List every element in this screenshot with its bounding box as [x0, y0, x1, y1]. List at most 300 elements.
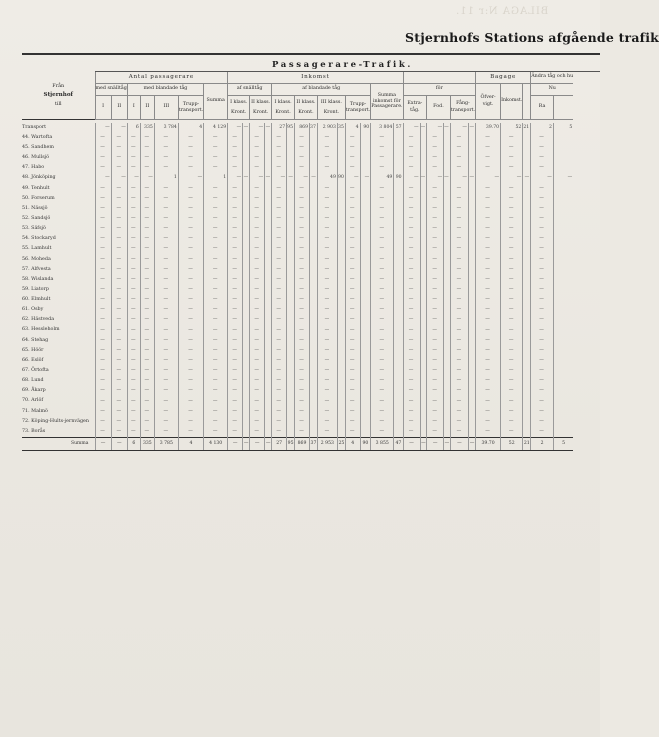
- ledger-cell: —: [317, 275, 337, 285]
- ledger-cell: —: [501, 326, 523, 336]
- ledger-cell: —: [140, 377, 154, 387]
- ledger-cell: —: [371, 285, 394, 295]
- ledger-cell: [468, 397, 475, 407]
- ledger-cell: [553, 417, 573, 427]
- ledger-cell: [310, 224, 318, 234]
- ledger-cell: —: [178, 346, 203, 356]
- ledger-cell: [468, 326, 475, 336]
- ledger-cell: [337, 133, 345, 143]
- ledger-cell: —: [127, 164, 140, 174]
- ledger-cell: —: [140, 306, 154, 316]
- ledger-cell: —: [295, 377, 310, 387]
- ledger-cell: —: [476, 245, 501, 255]
- ledger-cell: —: [140, 235, 154, 245]
- ledger-cell: —: [345, 326, 360, 336]
- ledger-cell: —: [501, 275, 523, 285]
- ledger-cell: [243, 356, 250, 366]
- ledger-cell: —: [531, 275, 554, 285]
- ledger-cell: —: [178, 336, 203, 346]
- ledger-cell: 4 129: [204, 123, 228, 133]
- ledger-cell: —: [427, 235, 444, 245]
- ledger-cell: —: [95, 387, 111, 397]
- station-row: [22, 387, 573, 397]
- ledger-cell: —: [228, 174, 243, 184]
- ledger-cell: —: [476, 417, 501, 427]
- station-row: [22, 336, 573, 346]
- ledger-cell: —: [272, 143, 287, 153]
- ledger-cell: [337, 204, 345, 214]
- ledger-cell: —: [476, 285, 501, 295]
- ledger-cell: —: [154, 295, 178, 305]
- ledger-cell: —: [127, 336, 140, 346]
- ledger-cell: —: [250, 224, 265, 234]
- ledger-cell: —: [111, 285, 127, 295]
- ledger-cell: —: [403, 377, 420, 387]
- ledger-cell: —: [427, 123, 444, 133]
- ledger-cell: —: [427, 326, 444, 336]
- ledger-cell: —: [154, 255, 178, 265]
- ledger-cell: [287, 427, 295, 438]
- ledger-cell: —: [204, 153, 228, 163]
- station-row: [22, 356, 573, 366]
- ofvervigt-header: [476, 84, 501, 120]
- ledger-cell: [310, 184, 318, 194]
- ledger-cell: [287, 153, 295, 163]
- ledger-cell: [394, 427, 403, 438]
- ledger-cell: —: [140, 427, 154, 438]
- station-row: [22, 366, 573, 376]
- ledger-cell: [310, 306, 318, 316]
- ledger-cell: —: [243, 123, 250, 133]
- ledger-cell: [287, 387, 295, 397]
- station-name: 54. Stockaryd: [22, 236, 56, 242]
- ledger-cell: [360, 336, 371, 346]
- ledger-cell: —: [403, 235, 420, 245]
- ledger-cell: —: [127, 356, 140, 366]
- ledger-cell: [337, 336, 345, 346]
- ink-snall-i-header: [228, 96, 250, 120]
- ledger-cell: [468, 346, 475, 356]
- ledger-cell: [420, 427, 427, 438]
- ledger-cell: 90: [360, 438, 371, 451]
- ledger-cell: —: [317, 366, 337, 376]
- ledger-cell: [287, 295, 295, 305]
- ledger-cell: [420, 164, 427, 174]
- ledger-cell: —: [476, 336, 501, 346]
- ledger-cell: [523, 366, 531, 376]
- ledger-cell: —: [228, 336, 243, 346]
- ledger-cell: —: [371, 184, 394, 194]
- ledger-cell: —: [450, 438, 468, 451]
- ledger-cell: —: [127, 346, 140, 356]
- ledger-cell: —: [111, 255, 127, 265]
- ledger-cell: —: [476, 184, 501, 194]
- ledger-cell: —: [295, 316, 310, 326]
- station-name: 66. Eslöf: [22, 357, 44, 363]
- ledger-cell: —: [501, 356, 523, 366]
- ledger-cell: —: [178, 245, 203, 255]
- class-label: II klass.: [251, 100, 271, 106]
- ledger-cell: [337, 164, 345, 174]
- ledger-cell: —: [345, 366, 360, 376]
- ledger-cell: —: [272, 316, 287, 326]
- ledger-cell: —: [178, 174, 203, 184]
- ledger-cell: —: [111, 164, 127, 174]
- ledger-cell: [360, 204, 371, 214]
- ledger-cell: [553, 387, 573, 397]
- ledger-cell: —: [345, 417, 360, 427]
- ledger-cell: —: [450, 366, 468, 376]
- ledger-cell: —: [403, 204, 420, 214]
- ledger-cell: [287, 275, 295, 285]
- ledger-cell: [444, 184, 451, 194]
- ledger-cell: —: [127, 255, 140, 265]
- ledger-cell: —: [295, 306, 310, 316]
- ledger-cell: [420, 397, 427, 407]
- ledger-cell: —: [228, 133, 243, 143]
- ledger-cell: 4: [178, 123, 203, 133]
- ledger-cell: [287, 417, 295, 427]
- ledger-cell: —: [317, 306, 337, 316]
- ledger-cell: —: [178, 295, 203, 305]
- ledger-cell: —: [427, 427, 444, 438]
- ledger-cell: [523, 417, 531, 427]
- ledger-cell: —: [476, 295, 501, 305]
- ledger-cell: —: [140, 265, 154, 275]
- ledger-cell: 4: [178, 438, 203, 451]
- ledger-cell: —: [345, 316, 360, 326]
- ledger-cell: —: [154, 164, 178, 174]
- ledger-cell: [310, 377, 318, 387]
- ledger-cell: —: [204, 417, 228, 427]
- ledger-cell: —: [154, 133, 178, 143]
- ledger-cell: —: [403, 336, 420, 346]
- station-name: 51. Nässjö: [22, 205, 48, 211]
- ledger-cell: —: [95, 438, 111, 451]
- ledger-cell: —: [403, 153, 420, 163]
- ledger-cell: —: [317, 153, 337, 163]
- ledger-cell: —: [403, 316, 420, 326]
- andra-ra-header: Ra: [531, 96, 554, 120]
- kront-label: Kront.: [253, 109, 269, 115]
- ledger-cell: —: [140, 316, 154, 326]
- ledger-cell: 90: [337, 174, 345, 184]
- ledger-cell: —: [95, 397, 111, 407]
- ledger-cell: —: [371, 164, 394, 174]
- ledger-cell: [553, 255, 573, 265]
- ledger-cell: [420, 387, 427, 397]
- ledger-cell: [394, 224, 403, 234]
- ledger-cell: —: [250, 387, 265, 397]
- ledger-cell: —: [450, 356, 468, 366]
- ledger-cell: —: [140, 214, 154, 224]
- ledger-cell: [444, 224, 451, 234]
- ledger-cell: —: [501, 387, 523, 397]
- ledger-cell: [360, 387, 371, 397]
- ledger-cell: —: [317, 255, 337, 265]
- ledger-cell: [287, 265, 295, 275]
- ledger-cell: [420, 417, 427, 427]
- ledger-cell: —: [95, 194, 111, 204]
- ledger-cell: [360, 366, 371, 376]
- ledger-cell: —: [95, 245, 111, 255]
- ledger-cell: —: [531, 316, 554, 326]
- ledger-cell: —: [450, 336, 468, 346]
- station-name: 63. Hessleholm: [22, 327, 60, 333]
- station-row: [22, 164, 573, 174]
- ledger-cell: —: [371, 255, 394, 265]
- ledger-cell: —: [403, 346, 420, 356]
- ledger-cell: —: [345, 397, 360, 407]
- ledger-cell: —: [265, 438, 272, 451]
- ledger-cell: —: [154, 143, 178, 153]
- ledger-cell: [553, 184, 573, 194]
- ledger-cell: [243, 306, 250, 316]
- ledger-cell: —: [178, 316, 203, 326]
- ledger-cell: [310, 366, 318, 376]
- ledger-cell: [337, 326, 345, 336]
- ledger-cell: —: [154, 346, 178, 356]
- ledger-cell: —: [95, 326, 111, 336]
- ledger-cell: —: [95, 153, 111, 163]
- ledger-cell: —: [427, 245, 444, 255]
- ledger-cell: —: [111, 377, 127, 387]
- ledger-cell: —: [450, 265, 468, 275]
- ledger-cell: [337, 316, 345, 326]
- station-name: 52. Sandsjö: [22, 215, 51, 221]
- ledger-cell: —: [295, 153, 310, 163]
- ledger-cell: [265, 194, 272, 204]
- ledger-cell: [468, 184, 475, 194]
- ledger-cell: —: [140, 366, 154, 376]
- ledger-cell: 2: [531, 123, 554, 133]
- ledger-cell: —: [345, 224, 360, 234]
- ledger-cell: —: [531, 377, 554, 387]
- ledger-cell: —: [403, 275, 420, 285]
- ledger-cell: —: [272, 224, 287, 234]
- ledger-cell: —: [531, 265, 554, 275]
- ledger-cell: —: [476, 174, 501, 184]
- ledger-cell: —: [427, 336, 444, 346]
- ledger-cell: —: [345, 184, 360, 194]
- ledger-cell: —: [317, 377, 337, 387]
- ledger-cell: —: [476, 235, 501, 245]
- ledger-cell: —: [371, 387, 394, 397]
- ledger-cell: [420, 346, 427, 356]
- ledger-cell: —: [127, 285, 140, 295]
- ledger-cell: —: [501, 427, 523, 438]
- ledger-cell: —: [228, 164, 243, 174]
- ledger-cell: —: [111, 265, 127, 275]
- ledger-cell: —: [501, 285, 523, 295]
- station-name: 65. Höör: [22, 347, 44, 353]
- ledger-cell: —: [111, 417, 127, 427]
- ledger-cell: —: [531, 387, 554, 397]
- ledger-cell: —: [95, 184, 111, 194]
- ledger-cell: —: [317, 204, 337, 214]
- ledger-cell: [468, 245, 475, 255]
- ledger-cell: —: [95, 285, 111, 295]
- ledger-cell: —: [345, 295, 360, 305]
- ledger-cell: 37: [310, 123, 318, 133]
- summa-header: Summa: [204, 84, 228, 120]
- ledger-cell: —: [111, 143, 127, 153]
- ledger-cell: —: [204, 184, 228, 194]
- ledger-cell: [287, 326, 295, 336]
- ledger-cell: [420, 224, 427, 234]
- ledger-cell: —: [272, 427, 287, 438]
- ledger-cell: [360, 255, 371, 265]
- ledger-cell: —: [154, 245, 178, 255]
- ledger-cell: —: [272, 356, 287, 366]
- ledger-cell: —: [95, 377, 111, 387]
- bagage-inkomst-header: Inkomst.: [501, 84, 523, 120]
- ledger-cell: —: [154, 407, 178, 417]
- ledger-cell: [287, 224, 295, 234]
- ledger-cell: [287, 407, 295, 417]
- ledger-cell: —: [403, 427, 420, 438]
- ledger-cell: [360, 285, 371, 295]
- ledger-cell: [444, 245, 451, 255]
- ledger-cell: —: [501, 153, 523, 163]
- ledger-cell: —: [371, 143, 394, 153]
- ledger-cell: [553, 133, 573, 143]
- ledger-cell: [337, 153, 345, 163]
- ledger-cell: [337, 377, 345, 387]
- ledger-cell: —: [501, 194, 523, 204]
- ledger-cell: —: [295, 407, 310, 417]
- ledger-cell: —: [371, 427, 394, 438]
- ledger-cell: —: [272, 164, 287, 174]
- ledger-cell: [287, 194, 295, 204]
- ledger-cell: —: [204, 316, 228, 326]
- ledger-cell: 47: [394, 438, 403, 451]
- top-rule: [22, 53, 600, 55]
- ledger-cell: —: [272, 407, 287, 417]
- ledger-cell: [243, 285, 250, 295]
- ledger-cell: —: [531, 245, 554, 255]
- ledger-cell: —: [250, 336, 265, 346]
- ledger-cell: —: [345, 356, 360, 366]
- ledger-cell: 21: [523, 438, 531, 451]
- ledger-cell: —: [371, 275, 394, 285]
- ledger-cell: —: [403, 214, 420, 224]
- ledger-cell: —: [531, 235, 554, 245]
- ledger-cell: —: [111, 153, 127, 163]
- ledger-cell: —: [272, 235, 287, 245]
- ledger-cell: —: [531, 153, 554, 163]
- station-name: 44. Wartofta: [22, 134, 53, 140]
- ledger-cell: —: [345, 194, 360, 204]
- ledger-cell: [287, 366, 295, 376]
- ledger-cell: —: [531, 295, 554, 305]
- ledger-cell: —: [228, 245, 243, 255]
- ledger-cell: —: [476, 204, 501, 214]
- ledger-cell: —: [295, 174, 310, 184]
- ledger-cell: —: [427, 387, 444, 397]
- ledger-cell: —: [178, 377, 203, 387]
- ledger-cell: —: [272, 387, 287, 397]
- ledger-cell: [337, 387, 345, 397]
- ledger-cell: —: [345, 336, 360, 346]
- ledger-cell: [360, 427, 371, 438]
- ledger-cell: —: [250, 346, 265, 356]
- ledger-cell: —: [154, 285, 178, 295]
- ledger-cell: —: [127, 295, 140, 305]
- ledger-cell: [444, 164, 451, 174]
- ledger-cell: [523, 224, 531, 234]
- ledger-cell: [337, 306, 345, 316]
- ledger-cell: —: [403, 356, 420, 366]
- ledger-cell: —: [403, 265, 420, 275]
- ledger-cell: [553, 265, 573, 275]
- ledger-cell: —: [371, 366, 394, 376]
- class-snall-ii-header: II: [111, 96, 127, 120]
- ledger-cell: —: [111, 214, 127, 224]
- ledger-cell: —: [450, 194, 468, 204]
- ledger-cell: —: [204, 407, 228, 417]
- ledger-cell: [337, 143, 345, 153]
- ledger-cell: [337, 224, 345, 234]
- ledger-cell: —: [140, 275, 154, 285]
- ledger-cell: [265, 387, 272, 397]
- ledger-cell: —: [450, 306, 468, 316]
- ledger-cell: —: [317, 184, 337, 194]
- ledger-cell: —: [228, 326, 243, 336]
- ledger-cell: —: [345, 153, 360, 163]
- ledger-cell: —: [295, 336, 310, 346]
- ledger-cell: —: [127, 316, 140, 326]
- ledger-cell: [337, 427, 345, 438]
- ledger-cell: [265, 346, 272, 356]
- ledger-cell: [553, 164, 573, 174]
- ledger-cell: [243, 316, 250, 326]
- ledger-cell: [310, 336, 318, 346]
- ledger-cell: [310, 275, 318, 285]
- ledger-cell: —: [178, 326, 203, 336]
- ledger-cell: 1: [204, 174, 228, 184]
- ledger-cell: [468, 133, 475, 143]
- ledger-cell: —: [295, 164, 310, 174]
- ledger-cell: [553, 204, 573, 214]
- ledger-cell: [444, 133, 451, 143]
- station-row: [22, 417, 573, 427]
- station-name: 50. Forserum: [22, 195, 55, 201]
- ledger-cell: [337, 275, 345, 285]
- ledger-cell: —: [345, 265, 360, 275]
- ledger-cell: —: [295, 285, 310, 295]
- ledger-cell: —: [228, 346, 243, 356]
- ledger-cell: —: [95, 265, 111, 275]
- ledger-cell: —: [250, 123, 265, 133]
- ink-bland-iii-header: [317, 96, 345, 120]
- ledger-cell: —: [272, 153, 287, 163]
- ledger-cell: —: [95, 295, 111, 305]
- ledger-cell: 21: [523, 123, 531, 133]
- ledger-cell: [523, 397, 531, 407]
- ledger-cell: —: [345, 164, 360, 174]
- ledger-cell: —: [250, 194, 265, 204]
- ledger-cell: [444, 265, 451, 275]
- ledger-cell: [553, 214, 573, 224]
- ledger-cell: [394, 295, 403, 305]
- ledger-cell: —: [127, 407, 140, 417]
- ledger-cell: —: [444, 174, 451, 184]
- ledger-cell: —: [154, 387, 178, 397]
- ledger-cell: —: [250, 326, 265, 336]
- station-name: 48. Jönköping: [22, 175, 56, 181]
- ledger-cell: —: [531, 194, 554, 204]
